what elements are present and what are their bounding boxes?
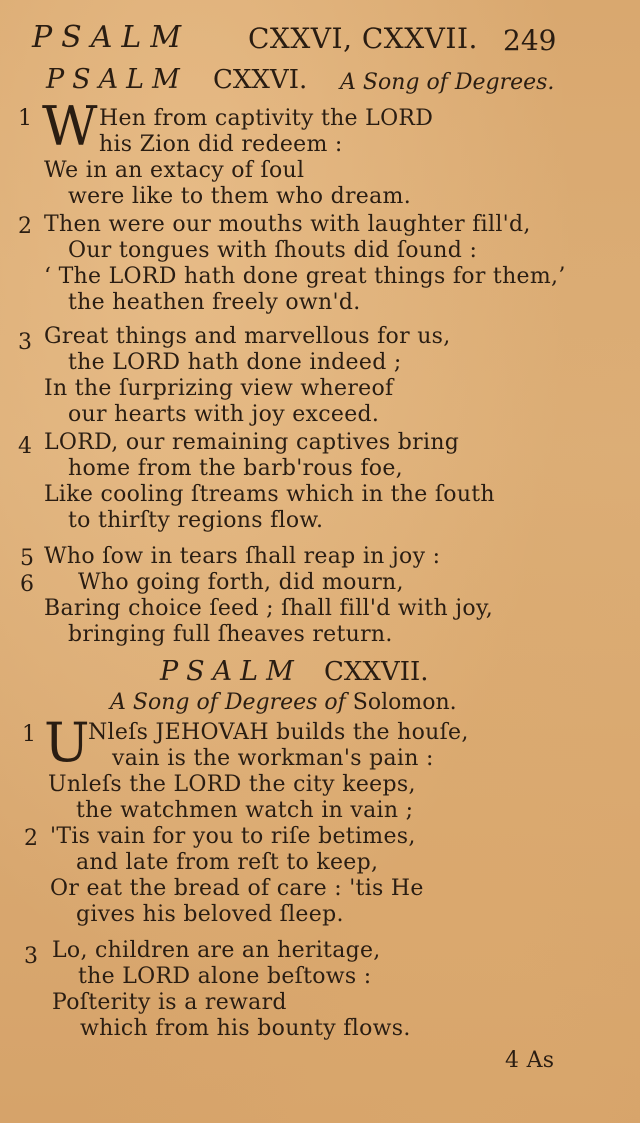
catchword: 4 As (505, 1048, 555, 1073)
verse-line: Unleſs the LORD the city keeps, (48, 772, 416, 797)
verse-line: Great things and marvellous for us, (44, 324, 451, 349)
verse-line: Then were our mouths with laughter fill'd, (44, 212, 531, 237)
verse-line: and late from reſt to keep, (76, 850, 379, 875)
verse-line: 'Tis vain for you to riſe betimes, (50, 824, 416, 849)
verse-number: 4 (18, 434, 32, 459)
verse-line: the heathen freely own'd. (68, 290, 361, 315)
verse-line: Lo, children are an heritage, (52, 938, 381, 963)
verse-line: our hearts with joy exceed. (68, 402, 380, 427)
verse-number: 3 (24, 944, 38, 969)
verse-line: bringing full ſheaves return. (68, 622, 393, 647)
verse-line: gives his beloved ſleep. (76, 902, 344, 927)
verse-line: Nleſs JEHOVAH builds the houſe, (88, 720, 469, 745)
verse-number: 5 (20, 546, 34, 571)
verse-line: ‘ The LORD hath done great things for them,’ (44, 264, 566, 289)
verse-line: Like cooling ſtreams which in the ſouth (44, 482, 495, 507)
drop-cap: W (42, 95, 98, 158)
verse-number: 6 (20, 572, 34, 597)
verse-line: We in an extacy of ſoul (44, 158, 305, 183)
psalm-127-number: CXXVII. (324, 657, 429, 687)
psalm-126-title-word: PSALM (46, 64, 188, 95)
verse-line: Poſterity is a reward (52, 990, 287, 1015)
verse-number: 2 (18, 214, 32, 239)
verse-line: the watchmen watch in vain ; (76, 798, 414, 823)
verse-line: home from the barb'rous foe, (68, 456, 403, 481)
psalm-126-subtitle: A Song of Degrees. (340, 70, 555, 95)
verse-number: 1 (18, 106, 32, 131)
verse-line: vain is the workman's pain : (112, 746, 434, 771)
psalm-127-title-word: PSALM (160, 656, 302, 687)
verse-line: Who going forth, did mourn, (78, 570, 404, 595)
verse-line: which from his bounty flows. (80, 1016, 411, 1041)
psalm-126-number: CXXVI. (213, 65, 308, 95)
verse-line: the LORD hath done indeed ; (68, 350, 402, 375)
drop-cap: U (44, 711, 90, 774)
verse-number: 1 (22, 722, 36, 747)
verse-line: In the ſurprizing view whereof (44, 376, 394, 401)
psalm-127-subtitle: A Song of Degrees of Solomon. (110, 690, 457, 715)
verse-line: Hen from captivity the LORD (99, 106, 434, 131)
verse-line: were like to them who dream. (68, 184, 411, 209)
running-head-numbers: CXXVI, CXXVII. (248, 22, 478, 55)
verse-line: Baring choice ſeed ; ſhall fill'd with joy, (44, 596, 494, 621)
verse-number: 2 (24, 826, 38, 851)
verse-line: his Zion did redeem : (99, 132, 343, 157)
page-number: 249 (503, 24, 557, 57)
verse-line: Who ſow in tears ſhall reap in joy : (44, 544, 441, 569)
verse-line: LORD, our remaining captives bring (44, 430, 460, 455)
verse-line: Our tongues with ſhouts did ſound : (68, 238, 478, 263)
verse-line: the LORD alone beſtows : (78, 964, 372, 989)
verse-line: Or eat the bread of care : 'tis He (50, 876, 424, 901)
verse-line: to thirſty regions flow. (68, 508, 324, 533)
running-head-psalm: PSALM (32, 20, 191, 55)
verse-number: 3 (18, 330, 32, 355)
